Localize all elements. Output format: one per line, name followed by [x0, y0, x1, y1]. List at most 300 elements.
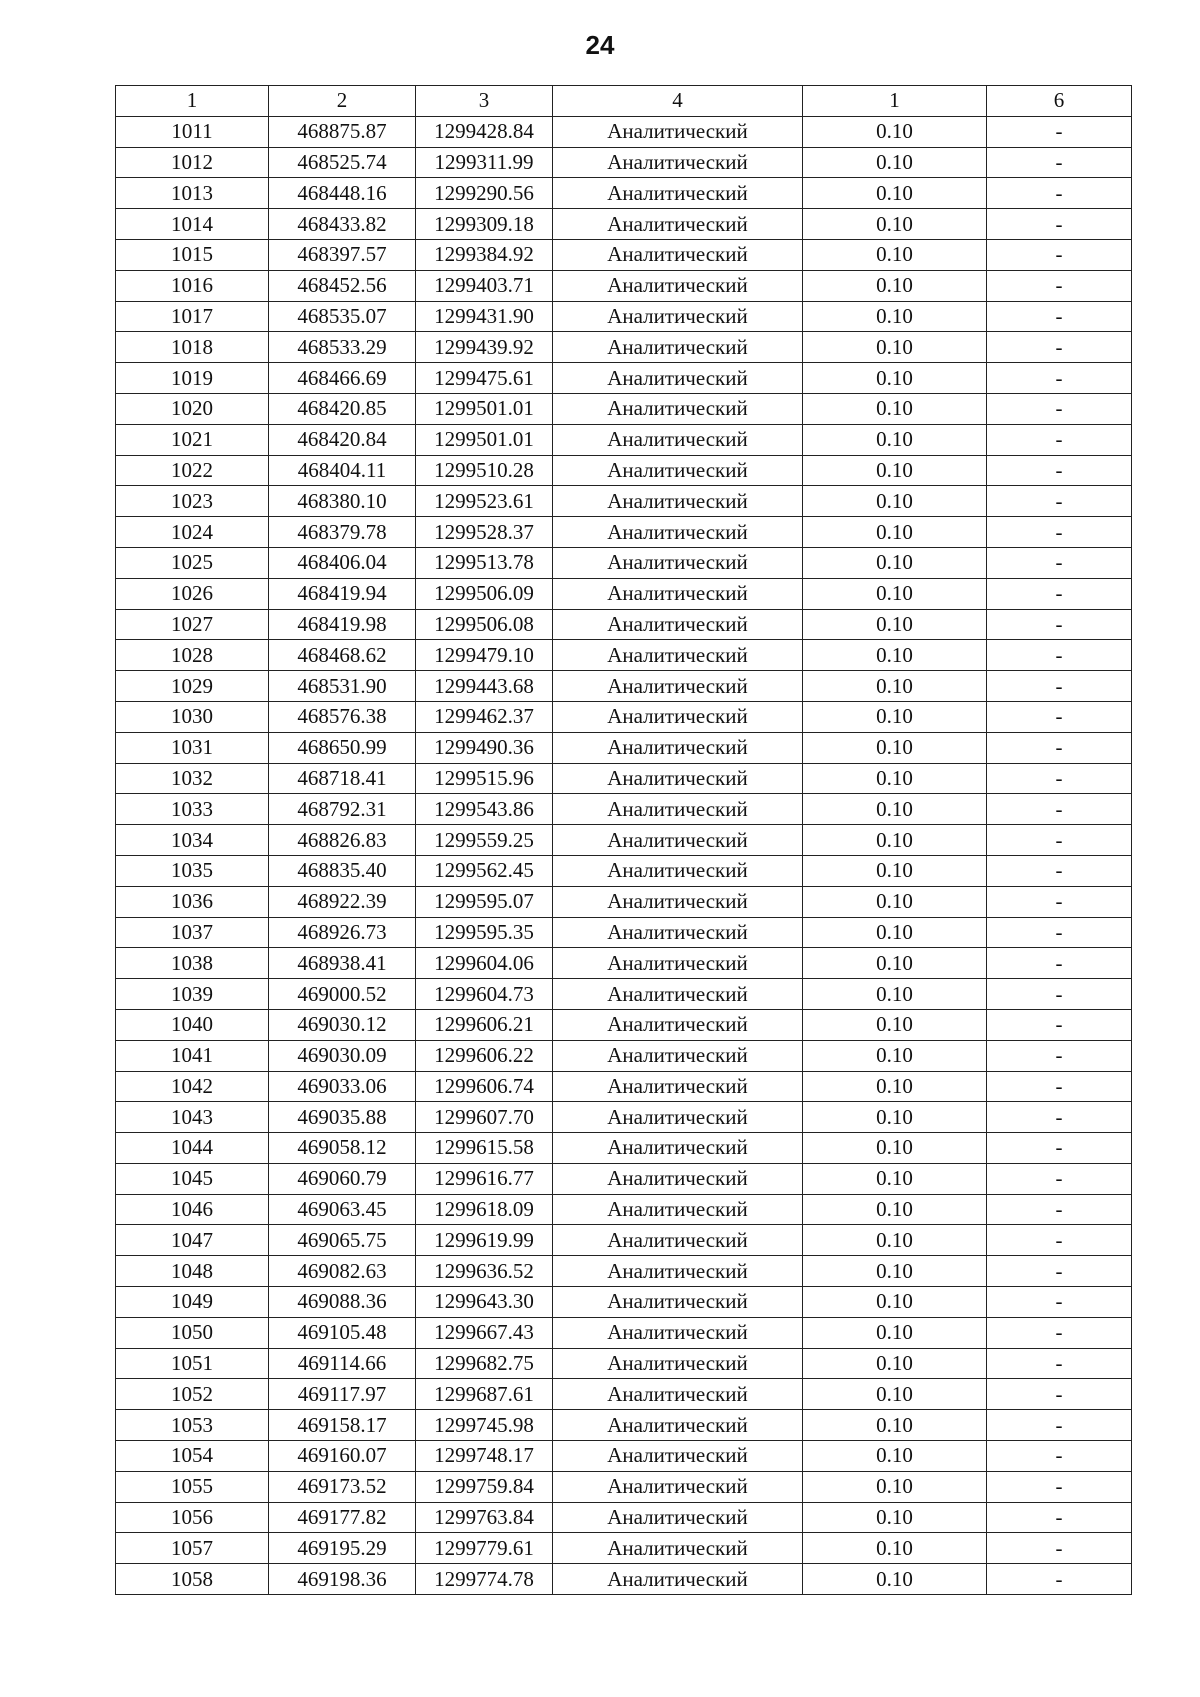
table-row	[116, 547, 1132, 578]
method-cell: Аналитический	[553, 239, 803, 270]
y-coordinate-cell: 1299595.07	[416, 886, 553, 917]
point-number-cell: 1056	[116, 1502, 269, 1533]
note-cell: -	[987, 1071, 1132, 1102]
accuracy-cell: 0.10	[803, 763, 987, 794]
method-cell: Аналитический	[553, 209, 803, 240]
point-number-cell: 1019	[116, 363, 269, 394]
table-row	[116, 701, 1132, 732]
point-number-cell: 1032	[116, 763, 269, 794]
accuracy-cell: 0.10	[803, 671, 987, 702]
y-coordinate-cell: 1299607.70	[416, 1102, 553, 1133]
note-cell: -	[987, 1564, 1132, 1595]
y-coordinate-cell: 1299428.84	[416, 116, 553, 147]
method-cell: Аналитический	[553, 640, 803, 671]
table-row	[116, 1071, 1132, 1102]
x-coordinate-cell: 468926.73	[269, 917, 416, 948]
method-cell: Аналитический	[553, 486, 803, 517]
note-cell: -	[987, 209, 1132, 240]
method-cell: Аналитический	[553, 1194, 803, 1225]
x-coordinate-cell: 468835.40	[269, 855, 416, 886]
table-row	[116, 209, 1132, 240]
note-cell: -	[987, 794, 1132, 825]
method-cell: Аналитический	[553, 116, 803, 147]
point-number-cell: 1055	[116, 1471, 269, 1502]
point-number-cell: 1031	[116, 732, 269, 763]
method-cell: Аналитический	[553, 671, 803, 702]
point-number-cell: 1028	[116, 640, 269, 671]
note-cell: -	[987, 270, 1132, 301]
table-row	[116, 640, 1132, 671]
y-coordinate-cell: 1299759.84	[416, 1471, 553, 1502]
table-row	[116, 363, 1132, 394]
table-row	[116, 1102, 1132, 1133]
y-coordinate-cell: 1299604.06	[416, 948, 553, 979]
accuracy-cell: 0.10	[803, 1471, 987, 1502]
point-number-cell: 1012	[116, 147, 269, 178]
note-cell: -	[987, 1379, 1132, 1410]
accuracy-cell: 0.10	[803, 393, 987, 424]
point-number-cell: 1044	[116, 1133, 269, 1164]
column-header: 3	[416, 86, 553, 117]
x-coordinate-cell: 469000.52	[269, 979, 416, 1010]
point-number-cell: 1025	[116, 547, 269, 578]
table-row	[116, 1133, 1132, 1164]
method-cell: Аналитический	[553, 270, 803, 301]
accuracy-cell: 0.10	[803, 886, 987, 917]
table-row	[116, 424, 1132, 455]
accuracy-cell: 0.10	[803, 1348, 987, 1379]
point-number-cell: 1046	[116, 1194, 269, 1225]
method-cell: Аналитический	[553, 424, 803, 455]
x-coordinate-cell: 468433.82	[269, 209, 416, 240]
table-row	[116, 1348, 1132, 1379]
coordinates-table	[115, 85, 1132, 1595]
note-cell: -	[987, 732, 1132, 763]
note-cell: -	[987, 1533, 1132, 1564]
note-cell: -	[987, 1471, 1132, 1502]
accuracy-cell: 0.10	[803, 332, 987, 363]
point-number-cell: 1051	[116, 1348, 269, 1379]
table-row	[116, 486, 1132, 517]
accuracy-cell: 0.10	[803, 1533, 987, 1564]
y-coordinate-cell: 1299506.09	[416, 578, 553, 609]
note-cell: -	[987, 1225, 1132, 1256]
point-number-cell: 1036	[116, 886, 269, 917]
method-cell: Аналитический	[553, 917, 803, 948]
accuracy-cell: 0.10	[803, 794, 987, 825]
point-number-cell: 1030	[116, 701, 269, 732]
method-cell: Аналитический	[553, 1441, 803, 1472]
y-coordinate-cell: 1299506.08	[416, 609, 553, 640]
note-cell: -	[987, 979, 1132, 1010]
point-number-cell: 1038	[116, 948, 269, 979]
point-number-cell: 1037	[116, 917, 269, 948]
point-number-cell: 1049	[116, 1287, 269, 1318]
method-cell: Аналитический	[553, 1225, 803, 1256]
point-number-cell: 1045	[116, 1163, 269, 1194]
accuracy-cell: 0.10	[803, 1102, 987, 1133]
x-coordinate-cell: 469063.45	[269, 1194, 416, 1225]
note-cell: -	[987, 1441, 1132, 1472]
x-coordinate-cell: 468452.56	[269, 270, 416, 301]
note-cell: -	[987, 886, 1132, 917]
method-cell: Аналитический	[553, 301, 803, 332]
table-row	[116, 517, 1132, 548]
table-row	[116, 1225, 1132, 1256]
note-cell: -	[987, 1163, 1132, 1194]
point-number-cell: 1058	[116, 1564, 269, 1595]
note-cell: -	[987, 486, 1132, 517]
note-cell: -	[987, 116, 1132, 147]
y-coordinate-cell: 1299643.30	[416, 1287, 553, 1318]
y-coordinate-cell: 1299475.61	[416, 363, 553, 394]
note-cell: -	[987, 393, 1132, 424]
accuracy-cell: 0.10	[803, 1040, 987, 1071]
table-row	[116, 609, 1132, 640]
method-cell: Аналитический	[553, 794, 803, 825]
accuracy-cell: 0.10	[803, 116, 987, 147]
accuracy-cell: 0.10	[803, 640, 987, 671]
y-coordinate-cell: 1299606.74	[416, 1071, 553, 1102]
accuracy-cell: 0.10	[803, 825, 987, 856]
y-coordinate-cell: 1299682.75	[416, 1348, 553, 1379]
x-coordinate-cell: 468419.94	[269, 578, 416, 609]
method-cell: Аналитический	[553, 886, 803, 917]
y-coordinate-cell: 1299528.37	[416, 517, 553, 548]
method-cell: Аналитический	[553, 1071, 803, 1102]
table-row	[116, 1317, 1132, 1348]
point-number-cell: 1014	[116, 209, 269, 240]
y-coordinate-cell: 1299443.68	[416, 671, 553, 702]
method-cell: Аналитический	[553, 763, 803, 794]
method-cell: Аналитический	[553, 609, 803, 640]
note-cell: -	[987, 1009, 1132, 1040]
note-cell: -	[987, 1194, 1132, 1225]
accuracy-cell: 0.10	[803, 948, 987, 979]
table-row	[116, 455, 1132, 486]
note-cell: -	[987, 609, 1132, 640]
y-coordinate-cell: 1299615.58	[416, 1133, 553, 1164]
note-cell: -	[987, 578, 1132, 609]
note-cell: -	[987, 1317, 1132, 1348]
method-cell: Аналитический	[553, 1040, 803, 1071]
accuracy-cell: 0.10	[803, 178, 987, 209]
method-cell: Аналитический	[553, 855, 803, 886]
x-coordinate-cell: 469035.88	[269, 1102, 416, 1133]
accuracy-cell: 0.10	[803, 1441, 987, 1472]
note-cell: -	[987, 363, 1132, 394]
table-row	[116, 1410, 1132, 1441]
note-cell: -	[987, 517, 1132, 548]
accuracy-cell: 0.10	[803, 547, 987, 578]
table-row	[116, 178, 1132, 209]
y-coordinate-cell: 1299774.78	[416, 1564, 553, 1595]
point-number-cell: 1041	[116, 1040, 269, 1071]
method-cell: Аналитический	[553, 547, 803, 578]
y-coordinate-cell: 1299523.61	[416, 486, 553, 517]
method-cell: Аналитический	[553, 1133, 803, 1164]
accuracy-cell: 0.10	[803, 517, 987, 548]
point-number-cell: 1053	[116, 1410, 269, 1441]
x-coordinate-cell: 468525.74	[269, 147, 416, 178]
y-coordinate-cell: 1299618.09	[416, 1194, 553, 1225]
y-coordinate-cell: 1299403.71	[416, 270, 553, 301]
x-coordinate-cell: 469105.48	[269, 1317, 416, 1348]
table-row	[116, 763, 1132, 794]
table-header-row	[116, 86, 1132, 117]
method-cell: Аналитический	[553, 825, 803, 856]
y-coordinate-cell: 1299616.77	[416, 1163, 553, 1194]
accuracy-cell: 0.10	[803, 1502, 987, 1533]
y-coordinate-cell: 1299606.21	[416, 1009, 553, 1040]
point-number-cell: 1018	[116, 332, 269, 363]
x-coordinate-cell: 468792.31	[269, 794, 416, 825]
accuracy-cell: 0.10	[803, 1071, 987, 1102]
point-number-cell: 1042	[116, 1071, 269, 1102]
note-cell: -	[987, 1133, 1132, 1164]
method-cell: Аналитический	[553, 1379, 803, 1410]
x-coordinate-cell: 468448.16	[269, 178, 416, 209]
x-coordinate-cell: 468379.78	[269, 517, 416, 548]
method-cell: Аналитический	[553, 363, 803, 394]
note-cell: -	[987, 1410, 1132, 1441]
y-coordinate-cell: 1299667.43	[416, 1317, 553, 1348]
accuracy-cell: 0.10	[803, 1225, 987, 1256]
note-cell: -	[987, 1287, 1132, 1318]
point-number-cell: 1022	[116, 455, 269, 486]
accuracy-cell: 0.10	[803, 1379, 987, 1410]
note-cell: -	[987, 455, 1132, 486]
note-cell: -	[987, 825, 1132, 856]
note-cell: -	[987, 763, 1132, 794]
table-row	[116, 1471, 1132, 1502]
method-cell: Аналитический	[553, 1256, 803, 1287]
point-number-cell: 1035	[116, 855, 269, 886]
method-cell: Аналитический	[553, 1533, 803, 1564]
table-row	[116, 1163, 1132, 1194]
y-coordinate-cell: 1299687.61	[416, 1379, 553, 1410]
method-cell: Аналитический	[553, 578, 803, 609]
y-coordinate-cell: 1299559.25	[416, 825, 553, 856]
point-number-cell: 1047	[116, 1225, 269, 1256]
point-number-cell: 1021	[116, 424, 269, 455]
note-cell: -	[987, 332, 1132, 363]
point-number-cell: 1048	[116, 1256, 269, 1287]
table-row	[116, 1502, 1132, 1533]
point-number-cell: 1050	[116, 1317, 269, 1348]
x-coordinate-cell: 468531.90	[269, 671, 416, 702]
x-coordinate-cell: 468404.11	[269, 455, 416, 486]
x-coordinate-cell: 469195.29	[269, 1533, 416, 1564]
table-row	[116, 1256, 1132, 1287]
point-number-cell: 1057	[116, 1533, 269, 1564]
note-cell: -	[987, 917, 1132, 948]
method-cell: Аналитический	[553, 1564, 803, 1595]
x-coordinate-cell: 469160.07	[269, 1441, 416, 1472]
y-coordinate-cell: 1299290.56	[416, 178, 553, 209]
y-coordinate-cell: 1299745.98	[416, 1410, 553, 1441]
x-coordinate-cell: 468535.07	[269, 301, 416, 332]
note-cell: -	[987, 1256, 1132, 1287]
accuracy-cell: 0.10	[803, 1410, 987, 1441]
note-cell: -	[987, 239, 1132, 270]
y-coordinate-cell: 1299636.52	[416, 1256, 553, 1287]
method-cell: Аналитический	[553, 1287, 803, 1318]
accuracy-cell: 0.10	[803, 486, 987, 517]
note-cell: -	[987, 547, 1132, 578]
table-row	[116, 147, 1132, 178]
column-header: 1	[116, 86, 269, 117]
method-cell: Аналитический	[553, 979, 803, 1010]
method-cell: Аналитический	[553, 455, 803, 486]
point-number-cell: 1043	[116, 1102, 269, 1133]
y-coordinate-cell: 1299748.17	[416, 1441, 553, 1472]
point-number-cell: 1015	[116, 239, 269, 270]
x-coordinate-cell: 468397.57	[269, 239, 416, 270]
accuracy-cell: 0.10	[803, 701, 987, 732]
column-header: 4	[553, 86, 803, 117]
accuracy-cell: 0.10	[803, 609, 987, 640]
point-number-cell: 1016	[116, 270, 269, 301]
point-number-cell: 1052	[116, 1379, 269, 1410]
accuracy-cell: 0.10	[803, 147, 987, 178]
x-coordinate-cell: 468922.39	[269, 886, 416, 917]
y-coordinate-cell: 1299309.18	[416, 209, 553, 240]
y-coordinate-cell: 1299479.10	[416, 640, 553, 671]
note-cell: -	[987, 178, 1132, 209]
note-cell: -	[987, 671, 1132, 702]
x-coordinate-cell: 468420.85	[269, 393, 416, 424]
y-coordinate-cell: 1299431.90	[416, 301, 553, 332]
y-coordinate-cell: 1299543.86	[416, 794, 553, 825]
method-cell: Аналитический	[553, 1317, 803, 1348]
note-cell: -	[987, 1102, 1132, 1133]
note-cell: -	[987, 301, 1132, 332]
table-row	[116, 1533, 1132, 1564]
point-number-cell: 1029	[116, 671, 269, 702]
y-coordinate-cell: 1299763.84	[416, 1502, 553, 1533]
x-coordinate-cell: 468826.83	[269, 825, 416, 856]
accuracy-cell: 0.10	[803, 270, 987, 301]
table-row	[116, 1194, 1132, 1225]
y-coordinate-cell: 1299384.92	[416, 239, 553, 270]
point-number-cell: 1033	[116, 794, 269, 825]
method-cell: Аналитический	[553, 701, 803, 732]
table-row	[116, 1287, 1132, 1318]
accuracy-cell: 0.10	[803, 1317, 987, 1348]
y-coordinate-cell: 1299606.22	[416, 1040, 553, 1071]
x-coordinate-cell: 468380.10	[269, 486, 416, 517]
method-cell: Аналитический	[553, 178, 803, 209]
x-coordinate-cell: 469065.75	[269, 1225, 416, 1256]
y-coordinate-cell: 1299501.01	[416, 424, 553, 455]
note-cell: -	[987, 855, 1132, 886]
point-number-cell: 1020	[116, 393, 269, 424]
x-coordinate-cell: 469088.36	[269, 1287, 416, 1318]
column-header: 2	[269, 86, 416, 117]
point-number-cell: 1040	[116, 1009, 269, 1040]
point-number-cell: 1027	[116, 609, 269, 640]
accuracy-cell: 0.10	[803, 1133, 987, 1164]
column-header: 1	[803, 86, 987, 117]
x-coordinate-cell: 469177.82	[269, 1502, 416, 1533]
y-coordinate-cell: 1299439.92	[416, 332, 553, 363]
accuracy-cell: 0.10	[803, 363, 987, 394]
x-coordinate-cell: 468938.41	[269, 948, 416, 979]
method-cell: Аналитический	[553, 1471, 803, 1502]
table-row	[116, 1564, 1132, 1595]
table-row	[116, 578, 1132, 609]
x-coordinate-cell: 469173.52	[269, 1471, 416, 1502]
accuracy-cell: 0.10	[803, 455, 987, 486]
table-row	[116, 1040, 1132, 1071]
method-cell: Аналитический	[553, 732, 803, 763]
accuracy-cell: 0.10	[803, 732, 987, 763]
x-coordinate-cell: 469060.79	[269, 1163, 416, 1194]
y-coordinate-cell: 1299462.37	[416, 701, 553, 732]
x-coordinate-cell: 468718.41	[269, 763, 416, 794]
table-row	[116, 855, 1132, 886]
y-coordinate-cell: 1299779.61	[416, 1533, 553, 1564]
table-row	[116, 732, 1132, 763]
table-row	[116, 825, 1132, 856]
table-row	[116, 270, 1132, 301]
point-number-cell: 1017	[116, 301, 269, 332]
method-cell: Аналитический	[553, 1163, 803, 1194]
table-row	[116, 948, 1132, 979]
table-row	[116, 116, 1132, 147]
y-coordinate-cell: 1299515.96	[416, 763, 553, 794]
table-row	[116, 1441, 1132, 1472]
y-coordinate-cell: 1299501.01	[416, 393, 553, 424]
y-coordinate-cell: 1299513.78	[416, 547, 553, 578]
point-number-cell: 1054	[116, 1441, 269, 1472]
table-row	[116, 332, 1132, 363]
x-coordinate-cell: 469082.63	[269, 1256, 416, 1287]
x-coordinate-cell: 469158.17	[269, 1410, 416, 1441]
accuracy-cell: 0.10	[803, 239, 987, 270]
accuracy-cell: 0.10	[803, 855, 987, 886]
point-number-cell: 1026	[116, 578, 269, 609]
table-row	[116, 917, 1132, 948]
method-cell: Аналитический	[553, 147, 803, 178]
note-cell: -	[987, 948, 1132, 979]
accuracy-cell: 0.10	[803, 1194, 987, 1225]
note-cell: -	[987, 701, 1132, 732]
table-row	[116, 1009, 1132, 1040]
table-row	[116, 886, 1132, 917]
x-coordinate-cell: 469033.06	[269, 1071, 416, 1102]
note-cell: -	[987, 424, 1132, 455]
y-coordinate-cell: 1299619.99	[416, 1225, 553, 1256]
table-row	[116, 239, 1132, 270]
column-header: 6	[987, 86, 1132, 117]
accuracy-cell: 0.10	[803, 1564, 987, 1595]
accuracy-cell: 0.10	[803, 424, 987, 455]
table-row	[116, 393, 1132, 424]
y-coordinate-cell: 1299510.28	[416, 455, 553, 486]
x-coordinate-cell: 468466.69	[269, 363, 416, 394]
table-body	[116, 116, 1132, 1594]
y-coordinate-cell: 1299604.73	[416, 979, 553, 1010]
accuracy-cell: 0.10	[803, 578, 987, 609]
table-row	[116, 979, 1132, 1010]
x-coordinate-cell: 469117.97	[269, 1379, 416, 1410]
method-cell: Аналитический	[553, 517, 803, 548]
x-coordinate-cell: 468406.04	[269, 547, 416, 578]
x-coordinate-cell: 468533.29	[269, 332, 416, 363]
note-cell: -	[987, 1040, 1132, 1071]
